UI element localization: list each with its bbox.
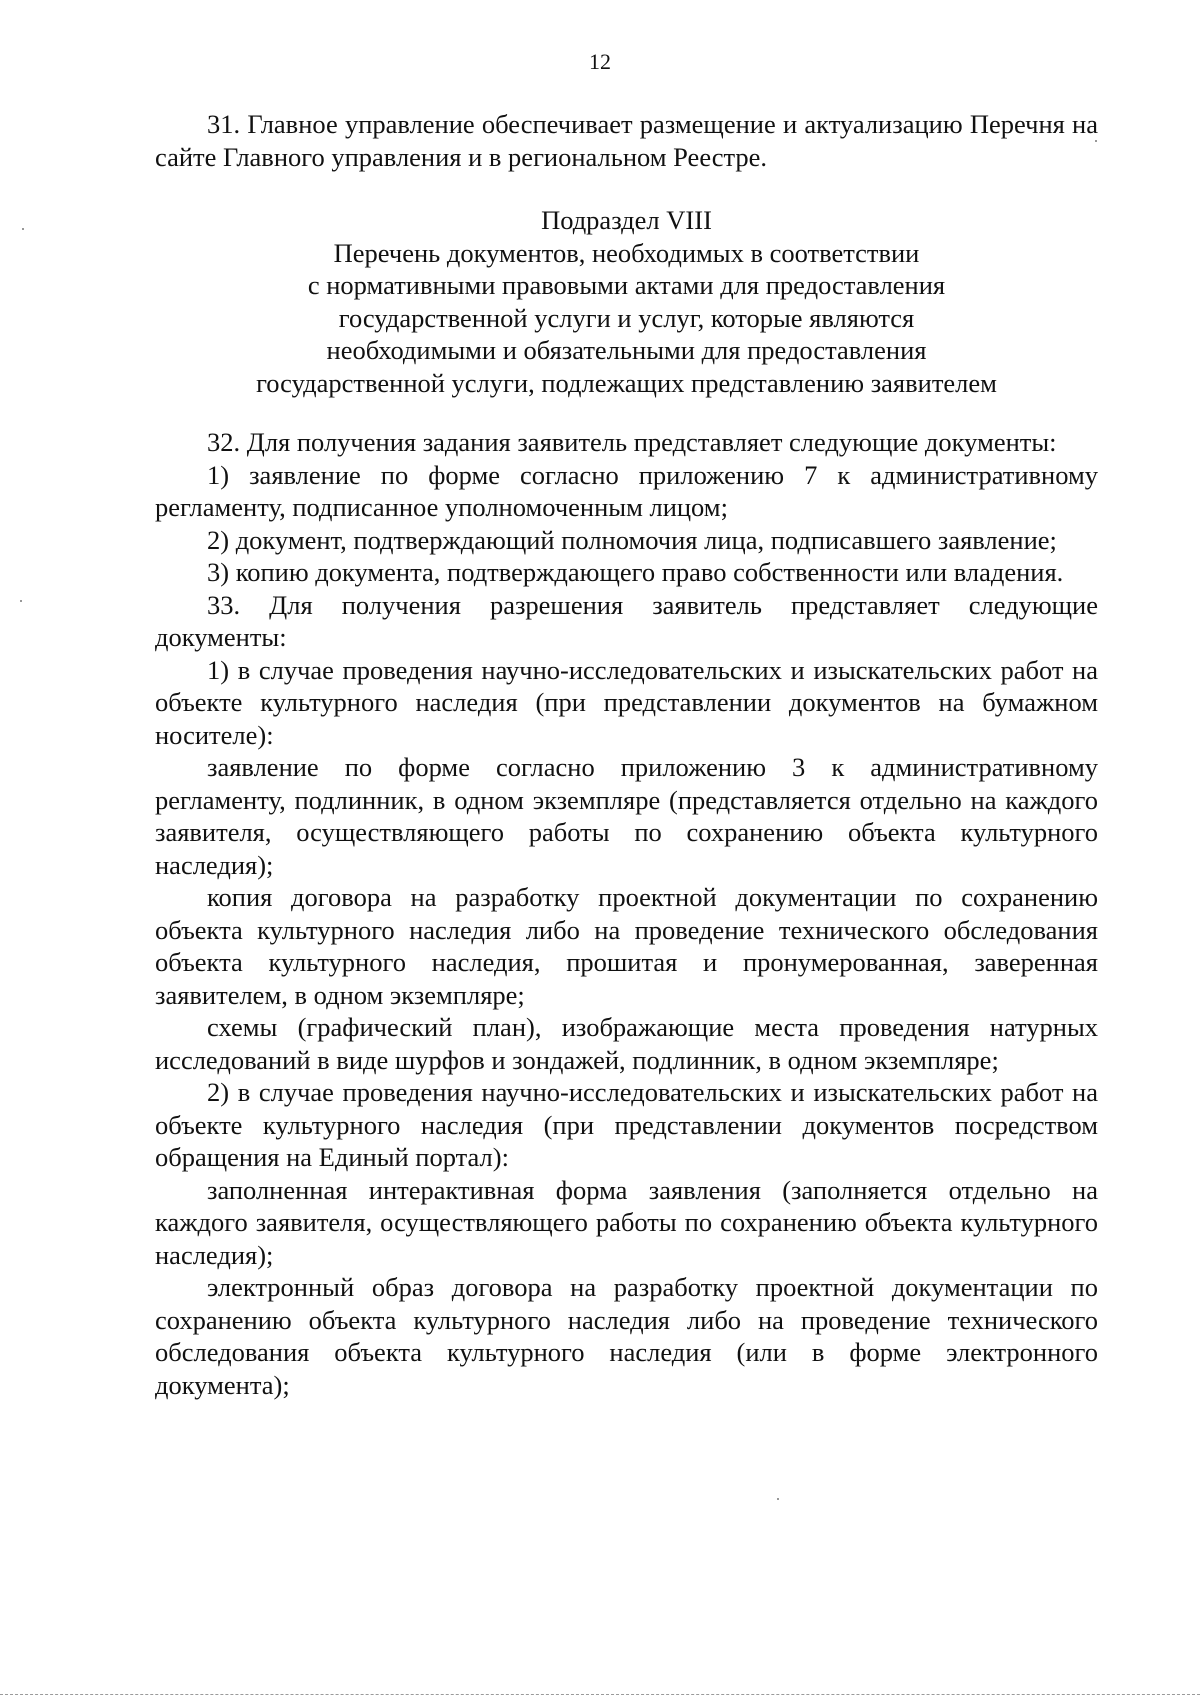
- heading-line: государственной услуги, подлежащих представлению заявителем: [256, 367, 997, 398]
- paragraph-32-item: 2) документ, подтверждающий полномочия лица, подписавшего заявление;: [207, 524, 1057, 555]
- scan-speck: [1095, 140, 1097, 142]
- heading-line: государственной услуги и услуг, которые являются: [338, 302, 915, 333]
- paragraph-33-item: электронный образ договора на разработку проектной документации по сохранению объекта культурного наследия либо на проведение технического обследования объекта культурного наследия (или в форме электронного документа);: [155, 1272, 1098, 1400]
- paragraph-33-item: заполненная интерактивная форма заявления (заполняется отдельно на каждого заявителя, осуществляющего работы по сохранению объекта культурного наследия);: [155, 1174, 1098, 1270]
- paragraph-32-item: 1) заявление по форме согласно приложению 7 к административному регламенту, подписанное уполномоченным лицом;: [155, 459, 1098, 522]
- paragraph-31: 31. Главное управление обеспечивает размещение и актуализацию Перечня на сайте Главного управления и в региональном Реестре.: [155, 109, 1098, 172]
- paragraph-32-item: 3) копию документа, подтверждающего право собственности или владения.: [207, 557, 1064, 587]
- heading-line: необходимыми и обязательными для предоставления: [326, 335, 927, 365]
- paragraph-33-item: копия договора на разработку проектной документации по сохранению объекта культурного наследия либо на проведение технического обследования объекта культурного наследия, прошитая и пронумерованная, заверенная заявителем, в одном экземпляре;: [155, 882, 1098, 1010]
- paragraph-33-intro: 33. Для получения разрешения заявитель представляет следующие документы:: [155, 589, 1098, 652]
- heading-line: с нормативными правовыми актами для предоставления: [307, 270, 946, 300]
- scan-speck: [22, 228, 24, 230]
- paragraph-33-item: 1) в случае проведения научно-исследовательских и изыскательских работ на объекте культурного наследия (при представлении документов на бумажном носителе):: [155, 654, 1098, 750]
- heading-line: Перечень документов, необходимых в соответствии: [333, 237, 920, 268]
- paragraph-33-item: заявление по форме согласно приложению 3 к административному регламенту, подлинник, в одном экземпляре (представляется отдельно на каждого заявителя, осуществляющего работы по сохранению объекта культурного наследия);: [155, 752, 1098, 880]
- scan-speck: [20, 600, 22, 602]
- paragraph-33-item: схемы (графический план), изображающие места проведения натурных исследований в виде шурфов и зондажей, подлинник, в одном экземпляре;: [155, 1012, 1098, 1075]
- paragraph-32-intro: 32. Для получения задания заявитель представляет следующие документы:: [207, 427, 1057, 457]
- subsection-heading: [155, 204, 1098, 399]
- scan-speck: [777, 1498, 779, 1500]
- subsection-title: Подраздел VIII: [541, 205, 712, 235]
- scan-edge-line: [0, 1694, 1200, 1696]
- paragraph-33-item: 2) в случае проведения научно-исследовательских и изыскательских работ на объекте культурного наследия (при представлении документов посредством обращения на Единый портал):: [155, 1077, 1098, 1172]
- document-body: [155, 108, 1098, 1401]
- page-number: 12: [589, 49, 611, 74]
